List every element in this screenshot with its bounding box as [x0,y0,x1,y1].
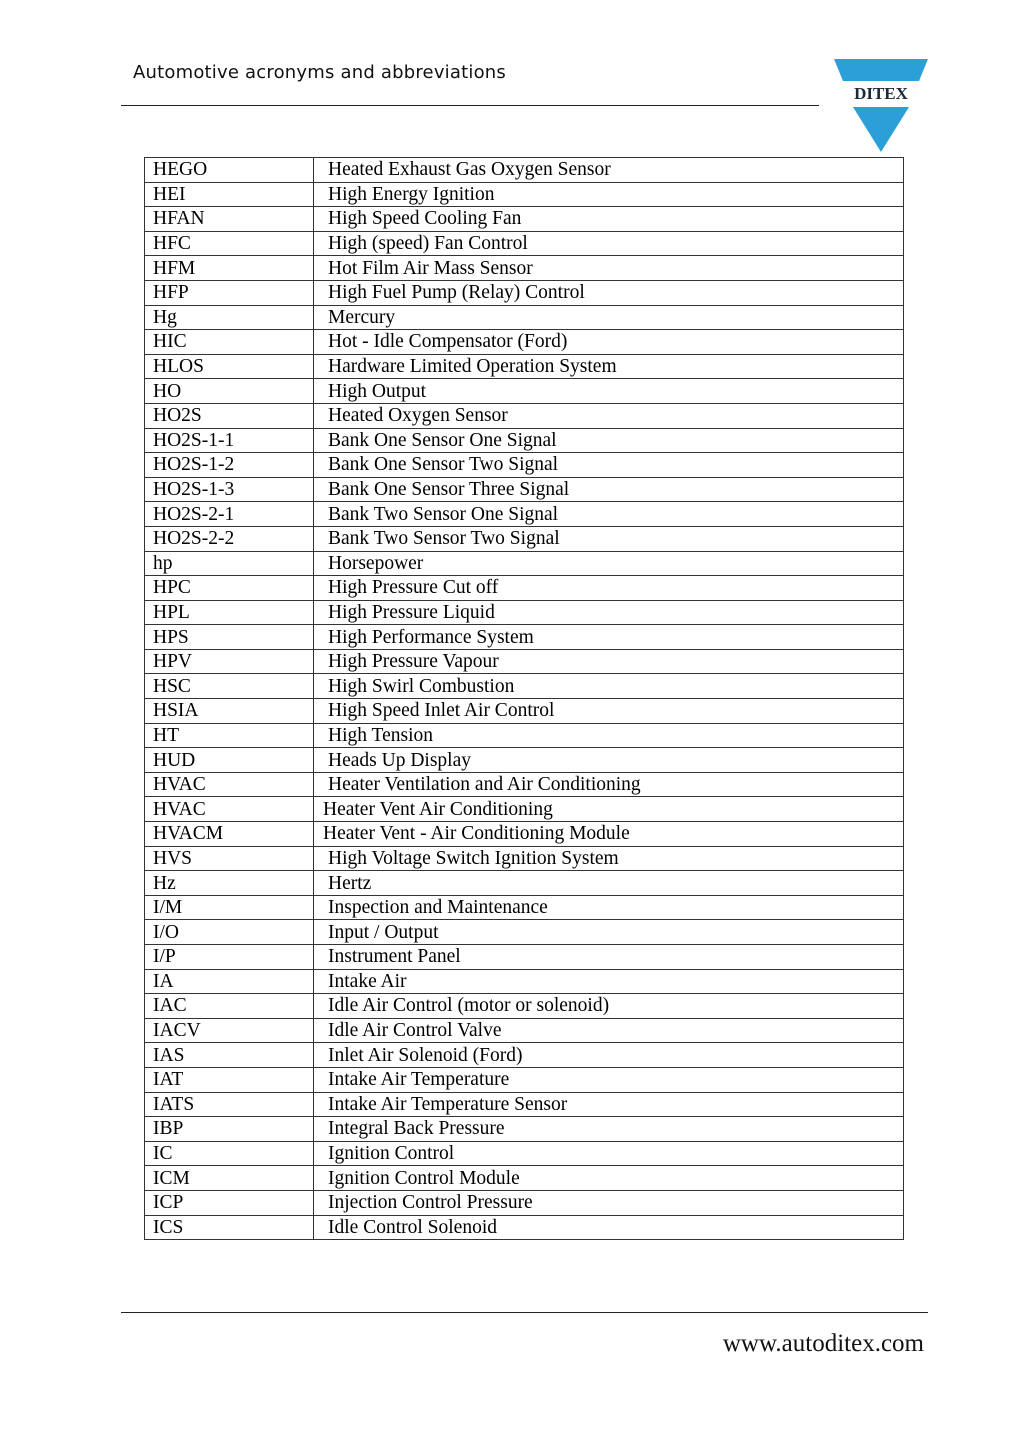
acronym-cell: IAT [145,1067,314,1092]
acronym-cell: IACV [145,1018,314,1043]
definition-cell: Intake Air Temperature Sensor [314,1092,904,1117]
definition-cell: High Pressure Liquid [314,600,904,625]
definition-cell: High Pressure Cut off [314,576,904,601]
definition-cell: Hardware Limited Operation System [314,354,904,379]
acronym-cell: ICM [145,1166,314,1191]
acronym-cell: ICS [145,1215,314,1240]
table-row [145,969,904,994]
definition-cell: Input / Output [314,920,904,945]
acronym-cell: I/P [145,945,314,970]
table-row [145,551,904,576]
table-row [145,379,904,404]
table-row [145,1092,904,1117]
definition-cell: Heater Ventilation and Air Conditioning [314,772,904,797]
acronym-table-body [145,158,904,1240]
table-row [145,305,904,330]
definition-cell: Bank Two Sensor Two Signal [314,526,904,551]
definition-cell: Instrument Panel [314,945,904,970]
definition-cell: Ignition Control [314,1141,904,1166]
table-row [145,280,904,305]
acronym-cell: HSIA [145,699,314,724]
table-row [145,723,904,748]
definition-cell: Mercury [314,305,904,330]
definition-cell: Injection Control Pressure [314,1190,904,1215]
table-row [145,871,904,896]
acronym-cell: HVAC [145,772,314,797]
definition-cell: Hot Film Air Mass Sensor [314,256,904,281]
table-row [145,428,904,453]
table-row [145,600,904,625]
acronym-cell: HFP [145,280,314,305]
acronym-cell: Hg [145,305,314,330]
acronym-cell: HEGO [145,158,314,183]
definition-cell: Inlet Air Solenoid (Ford) [314,1043,904,1068]
ditex-logo [834,59,928,153]
acronym-cell: HT [145,723,314,748]
acronym-cell: I/M [145,895,314,920]
table-row [145,354,904,379]
footer-url[interactable]: www.autoditex.com [722,1330,924,1357]
definition-cell: High Pressure Vapour [314,649,904,674]
table-row [145,772,904,797]
table-row [145,1117,904,1142]
table-row [145,330,904,355]
definition-cell: Heated Oxygen Sensor [314,403,904,428]
table-row [145,453,904,478]
page-header-title: Automotive acronyms and abbreviations [133,62,506,83]
definition-cell: Bank One Sensor Two Signal [314,453,904,478]
definition-cell: High (speed) Fan Control [314,231,904,256]
acronym-cell: HLOS [145,354,314,379]
acronym-table [144,157,904,1240]
definition-cell: Hot - Idle Compensator (Ford) [314,330,904,355]
table-row [145,158,904,183]
definition-cell: Bank One Sensor One Signal [314,428,904,453]
definition-cell: High Speed Inlet Air Control [314,699,904,724]
definition-cell: Bank One Sensor Three Signal [314,477,904,502]
table-row [145,994,904,1019]
logo-top-band [834,59,928,81]
acronym-cell: HVACM [145,822,314,847]
acronym-cell: HO2S [145,403,314,428]
table-row [145,674,904,699]
definition-cell: Heater Vent Air Conditioning [314,797,904,822]
table-row [145,1043,904,1068]
footer-divider [121,1312,928,1313]
acronym-cell: HPV [145,649,314,674]
table-row [145,1067,904,1092]
acronym-cell: Hz [145,871,314,896]
definition-cell: Idle Control Solenoid [314,1215,904,1240]
logo-text: DITEX [854,84,908,103]
acronym-cell: IA [145,969,314,994]
acronym-cell: HO [145,379,314,404]
table-row [145,945,904,970]
table-row [145,1190,904,1215]
acronym-cell: HO2S-1-1 [145,428,314,453]
definition-cell: High Voltage Switch Ignition System [314,846,904,871]
table-row [145,1141,904,1166]
table-row [145,1166,904,1191]
acronym-cell: HVAC [145,797,314,822]
table-row [145,182,904,207]
definition-cell: Inspection and Maintenance [314,895,904,920]
table-row [145,920,904,945]
acronym-cell: ICP [145,1190,314,1215]
definition-cell: Horsepower [314,551,904,576]
acronym-cell: IAS [145,1043,314,1068]
definition-cell: Idle Air Control Valve [314,1018,904,1043]
table-row [145,477,904,502]
definition-cell: High Performance System [314,625,904,650]
acronym-cell: IAC [145,994,314,1019]
acronym-cell: HO2S-2-1 [145,502,314,527]
acronym-cell: IATS [145,1092,314,1117]
acronym-cell: HPS [145,625,314,650]
acronym-cell: HPC [145,576,314,601]
table-row [145,846,904,871]
definition-cell: High Speed Cooling Fan [314,207,904,232]
acronym-cell: HSC [145,674,314,699]
definition-cell: High Energy Ignition [314,182,904,207]
table-row [145,822,904,847]
definition-cell: Intake Air Temperature [314,1067,904,1092]
definition-cell: Bank Two Sensor One Signal [314,502,904,527]
definition-cell: Intake Air [314,969,904,994]
table-row [145,231,904,256]
definition-cell: High Tension [314,723,904,748]
acronym-table-container [144,157,904,1240]
table-row [145,576,904,601]
logo-bottom-triangle [853,107,909,152]
acronym-cell: HFC [145,231,314,256]
acronym-cell: hp [145,551,314,576]
table-row [145,1215,904,1240]
acronym-cell: HO2S-1-3 [145,477,314,502]
acronym-cell: HFAN [145,207,314,232]
acronym-cell: I/O [145,920,314,945]
definition-cell: Idle Air Control (motor or solenoid) [314,994,904,1019]
definition-cell: Heated Exhaust Gas Oxygen Sensor [314,158,904,183]
definition-cell: Heads Up Display [314,748,904,773]
table-row [145,625,904,650]
table-row [145,502,904,527]
definition-cell: Heater Vent - Air Conditioning Module [314,822,904,847]
table-row [145,403,904,428]
table-row [145,649,904,674]
table-row [145,526,904,551]
acronym-cell: HUD [145,748,314,773]
acronym-cell: HO2S-2-2 [145,526,314,551]
table-row [145,895,904,920]
table-row [145,207,904,232]
acronym-cell: HO2S-1-2 [145,453,314,478]
table-row [145,797,904,822]
definition-cell: Integral Back Pressure [314,1117,904,1142]
table-row [145,1018,904,1043]
acronym-cell: HEI [145,182,314,207]
definition-cell: High Output [314,379,904,404]
definition-cell: High Swirl Combustion [314,674,904,699]
acronym-cell: HVS [145,846,314,871]
table-row [145,748,904,773]
table-row [145,256,904,281]
acronym-cell: HFM [145,256,314,281]
acronym-cell: HIC [145,330,314,355]
acronym-cell: HPL [145,600,314,625]
definition-cell: Hertz [314,871,904,896]
acronym-cell: IBP [145,1117,314,1142]
acronym-cell: IC [145,1141,314,1166]
table-row [145,699,904,724]
definition-cell: Ignition Control Module [314,1166,904,1191]
header-divider [121,105,819,106]
definition-cell: High Fuel Pump (Relay) Control [314,280,904,305]
